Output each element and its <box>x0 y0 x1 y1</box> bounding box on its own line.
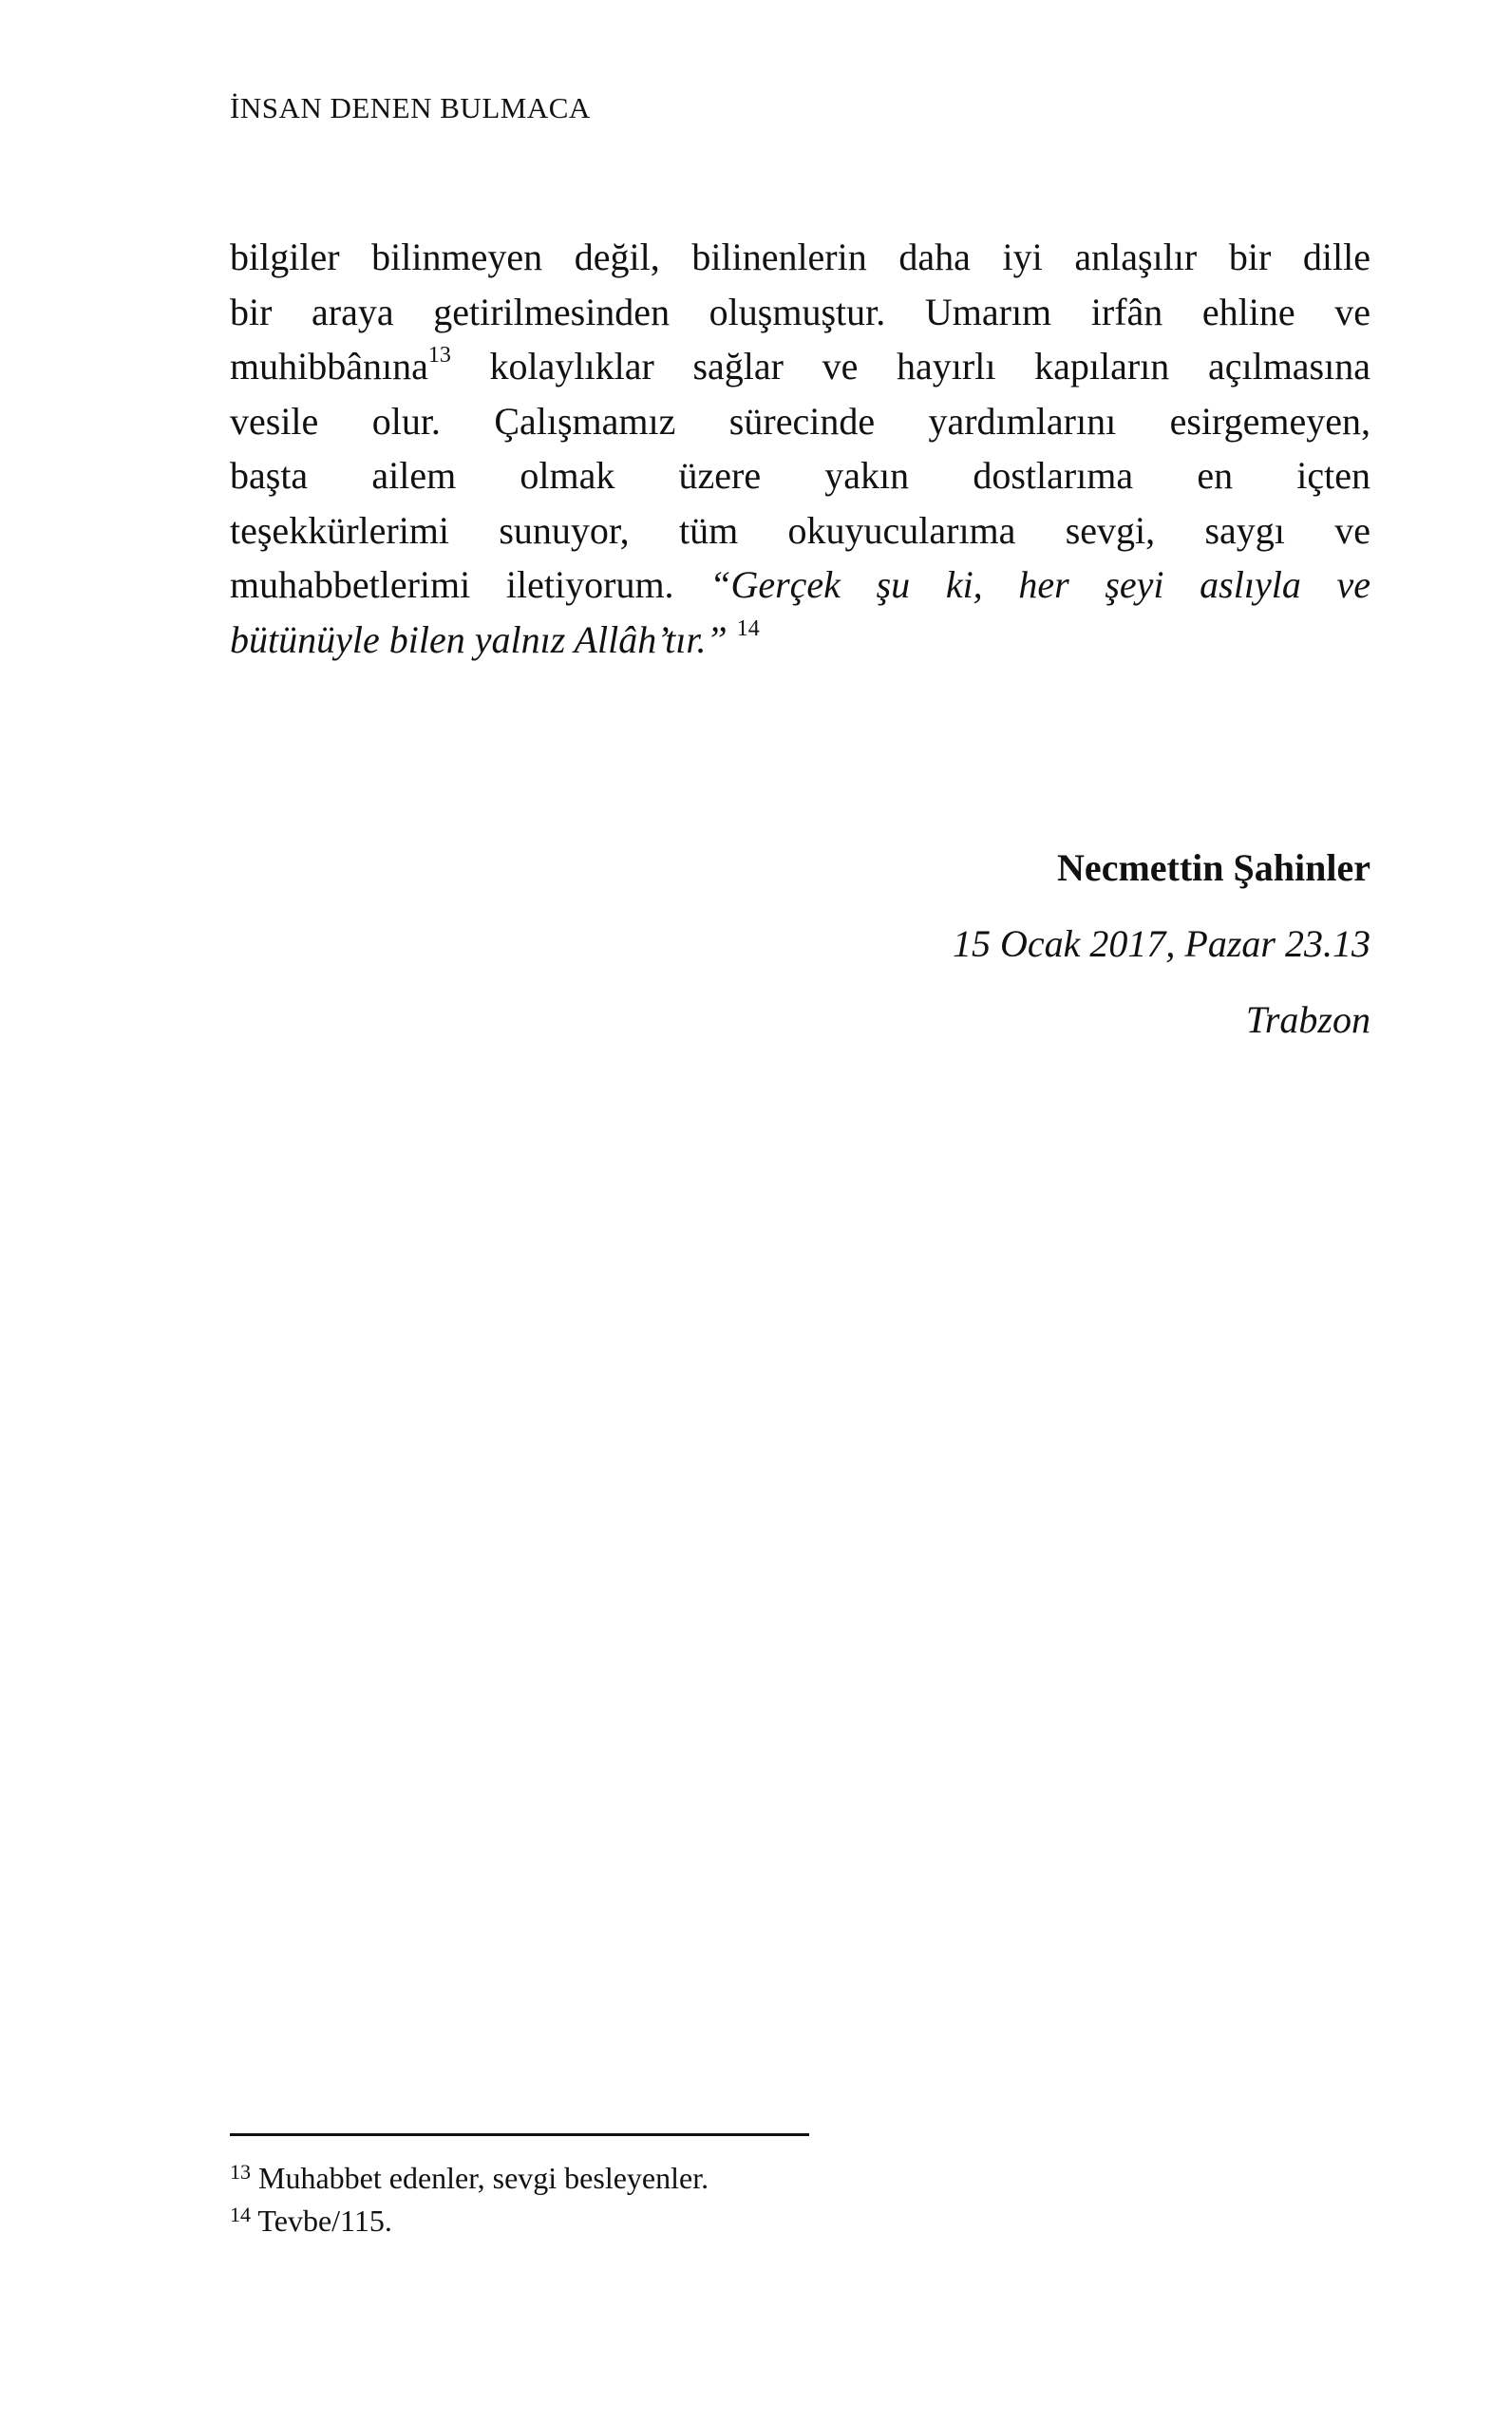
text-line: bir araya getirilmesinden oluşmuştur. Umarım irfân ehline ve <box>230 290 1370 333</box>
running-header: İNSAN DENEN BULMACA <box>230 91 591 124</box>
text-line: başta ailem olmak üzere yakın dostlarıma en içten <box>230 454 1370 497</box>
author-name: Necmettin Şahinler <box>1057 846 1370 889</box>
footnote-14 <box>230 2204 392 2239</box>
text-line: bilgiler bilinmeyen değil, bilinenlerin daha iyi anlaşılır bir dille <box>230 236 1370 278</box>
footnote-number: 13 <box>230 2160 251 2184</box>
quote-text: bütünüyle bilen yalnız Allâh’tır.” <box>230 617 728 661</box>
text-line <box>230 613 1370 668</box>
signature-date: 15 Ocak 2017, Pazar 23.13 <box>953 922 1370 965</box>
text-line: teşekkürlerimi sunuyor, tüm okuyucularıma sevgi, saygı ve <box>230 508 1370 552</box>
footnote-ref-13[interactable]: 13 <box>427 343 451 368</box>
footnote-divider <box>230 2133 809 2136</box>
footnote-ref-14[interactable]: 14 <box>736 615 760 641</box>
footnote-text: Tevbe/115. <box>257 2204 392 2238</box>
text-segment: kolaylıklar sağlar ve hayırlı kapıların açılmasına <box>450 345 1370 388</box>
text-line <box>230 339 1370 394</box>
text-line: vesile olur. Çalışmamız sürecinde yardımlarını esirgemeyen, <box>230 399 1370 443</box>
text-segment: muhabbetlerimi iletiyorum. <box>230 563 710 606</box>
quote-text: “Gerçek şu ki, her şeyi aslıyla ve <box>709 563 1370 606</box>
footnote-number: 14 <box>230 2203 251 2226</box>
text-segment: muhibbânına <box>230 345 428 388</box>
footnote-13 <box>230 2161 709 2196</box>
text-line <box>230 558 1370 613</box>
footnote-text: Muhabbet edenler, sevgi besleyenler. <box>258 2161 709 2195</box>
body-paragraph <box>230 230 1370 667</box>
signature-place: Trabzon <box>1245 998 1370 1041</box>
